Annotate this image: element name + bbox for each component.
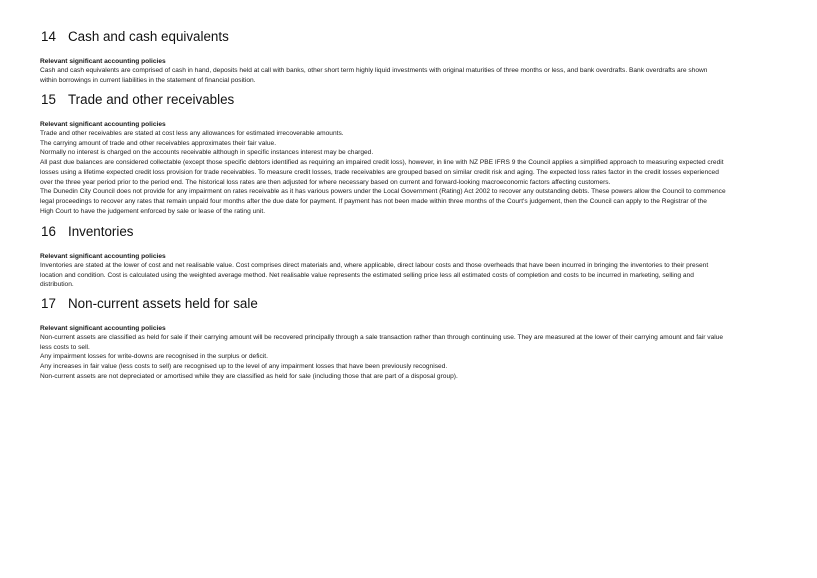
note-16-inventories	[40, 224, 757, 296]
policy-line: Inventories are stated at the lower of cost and net realisable value. Cost comprises direct materials and, where applicable, direct labour costs and those overheads that have been incurred in bringing the inventories to their present	[40, 262, 709, 269]
note-14-cash	[40, 29, 757, 92]
policy-line: location and condition. Cost is calculated using the weighted average method. Net realisable value represents the estimated selling price less all estimated costs of completion and costs to be incurred in marketing, selling and	[40, 271, 694, 279]
note-15-receivables	[40, 92, 757, 224]
note-number: 16	[41, 224, 56, 239]
policy-line: The Dunedin City Council does not provide for any impairment on rates receivable as it has various powers under the Local Government (Rating) Act 2002 to recover any outstanding debts. These powers allow the Council to commence	[40, 188, 726, 196]
note-heading	[41, 296, 757, 312]
note-heading	[41, 92, 757, 108]
policy-subheading: Relevant significant accounting policies	[40, 325, 166, 332]
policy-line: Cash and cash equivalents are comprised of cash in hand, deposits held at call with banks, other short term highly liquid investments with original maturities of three months or less, and bank overdrafts. Bank overdrafts are shown	[40, 67, 708, 74]
policy-line: The carrying amount of trade and other receivables approximates their fair value.	[40, 139, 277, 147]
policy-line: legal proceedings to recover any rates that remain unpaid four months after the due date for payment. If payment has not been made within three months of the Court's judgement, then the Council can apply to the Registrar of the	[40, 197, 707, 205]
policy-line: Normally no interest is charged on the accounts receivable although in specific instances interest may be charged.	[40, 149, 374, 157]
policy-line: Trade and other receivables are stated at cost less any allowances for estimated irrecoverable amounts.	[40, 130, 344, 137]
note-number: 14	[41, 29, 56, 44]
note-heading	[41, 29, 757, 45]
note-title: Trade and other receivables	[68, 92, 235, 107]
note-17-assets-held-for-sale	[40, 296, 757, 382]
policy-subheading: Relevant significant accounting policies	[40, 253, 166, 260]
policy-line: Any increases in fair value (less costs to sell) are recognised up to the level of any impairment losses that have been previously recognised.	[40, 363, 448, 371]
policy-subheading: Relevant significant accounting policies	[40, 121, 166, 128]
policy-line: losses using a lifetime expected credit loss provision for trade receivables. To measure credit losses, trade receivables are grouped based on similar credit risk and aging. The expected loss rates factor in the credit losses experienced	[40, 168, 719, 176]
note-title: Non-current assets held for sale	[68, 296, 258, 311]
policy-line: High Court to have the judgement enforced by sale or lease of the rating unit.	[40, 207, 266, 215]
note-number: 17	[41, 296, 56, 311]
policy-line: All past due balances are considered collectable (except those specific debtors identified as requiring an impaired credit loss), however, in line with NZ PBE IFRS 9 the Council applies a simplified approach to measuring expected credit	[40, 159, 724, 167]
policy-line: Non-current assets are classified as held for sale if their carrying amount will be recovered principally through a sale transaction rather than through continuing use. They are measured at the lower of their carrying amount and fair value	[40, 334, 724, 341]
note-heading	[41, 224, 757, 240]
policy-line: less costs to sell.	[40, 343, 90, 351]
note-number: 15	[41, 92, 56, 107]
policy-line: Non-current assets are not depreciated or amortised while they are classified as held for sale (including those that are part of a disposal group).	[40, 372, 458, 380]
policy-line: Any impairment losses for write-downs are recognised in the surplus or deficit.	[40, 353, 268, 361]
policy-subheading: Relevant significant accounting policies	[40, 58, 166, 65]
policy-line: distribution.	[40, 281, 74, 289]
policy-line: over the three year period prior to the period end. The historical loss rates are then adjusted for where necessary based on current and forward-looking macroeconomic factors affecting customers.	[40, 178, 611, 186]
policy-line: within borrowings in current liabilities in the statement of financial position.	[40, 76, 256, 84]
note-title: Inventories	[68, 224, 134, 239]
note-title: Cash and cash equivalents	[68, 29, 229, 44]
